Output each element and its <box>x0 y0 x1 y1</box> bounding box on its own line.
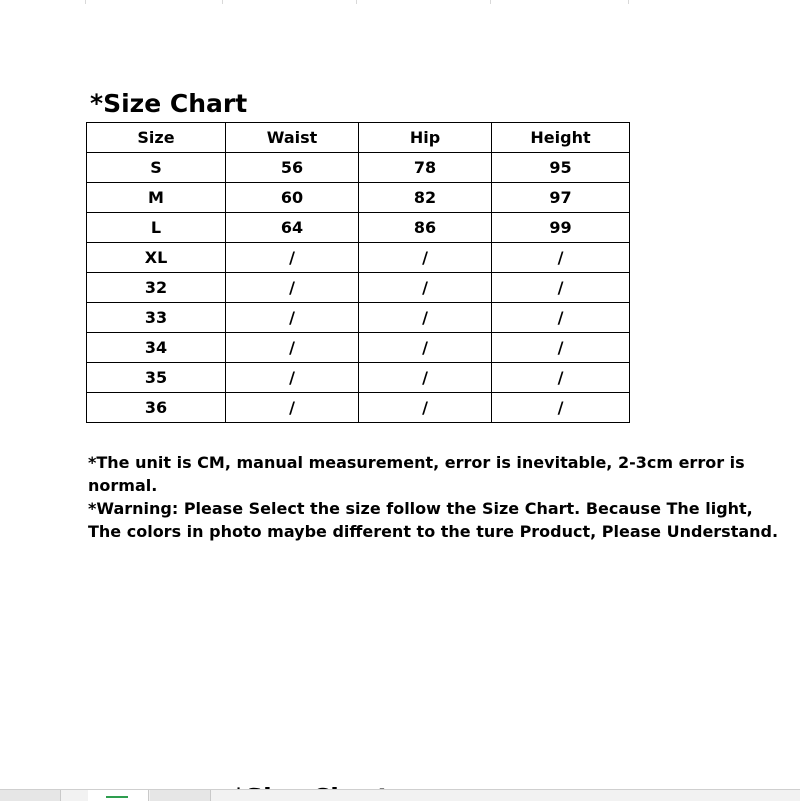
table-cell: / <box>359 243 492 273</box>
table-header-row <box>87 123 630 153</box>
table-cell: / <box>359 393 492 423</box>
table-cell: 82 <box>359 183 492 213</box>
table-row <box>87 393 630 423</box>
notes <box>88 451 788 543</box>
spreadsheet-gridlines <box>0 0 800 4</box>
table-cell: 60 <box>226 183 359 213</box>
table-cell: 34 <box>87 333 226 363</box>
table-cell: / <box>492 363 630 393</box>
table-cell: / <box>226 363 359 393</box>
table-cell: / <box>359 303 492 333</box>
table-cell: / <box>359 333 492 363</box>
header-cell: Height <box>492 123 630 153</box>
table-cell: / <box>226 333 359 363</box>
table-cell: / <box>492 333 630 363</box>
table-row <box>87 183 630 213</box>
table-cell: / <box>226 303 359 333</box>
table-row <box>87 333 630 363</box>
size-chart-title: *Size Chart <box>90 89 248 118</box>
table-cell: L <box>87 213 226 243</box>
sheet-tab[interactable] <box>150 790 211 801</box>
header-cell: Waist <box>226 123 359 153</box>
warning-note: *Warning: Please Select the size follow the Size Chart. Because The light, The colors in photo maybe different to the ture Product, Please Understand. <box>88 499 779 541</box>
table-row <box>87 243 630 273</box>
table-cell: 32 <box>87 273 226 303</box>
table-cell: 86 <box>359 213 492 243</box>
table-row <box>87 363 630 393</box>
table-cell: 64 <box>226 213 359 243</box>
table-cell: 99 <box>492 213 630 243</box>
sheet-tab-icon <box>106 796 128 798</box>
table-cell: / <box>492 273 630 303</box>
unit-note: *The unit is CM, manual measurement, error is inevitable, 2-3cm error is normal. <box>88 453 745 495</box>
table-cell: 97 <box>492 183 630 213</box>
table-cell: / <box>226 273 359 303</box>
size-table <box>86 122 630 423</box>
table-cell: 78 <box>359 153 492 183</box>
table-cell: / <box>359 273 492 303</box>
table-cell: / <box>492 243 630 273</box>
table-row <box>87 273 630 303</box>
sheet-tab[interactable] <box>0 790 61 801</box>
table-cell: S <box>87 153 226 183</box>
table-cell: 33 <box>87 303 226 333</box>
table-cell: 36 <box>87 393 226 423</box>
table-cell: / <box>359 363 492 393</box>
sheet-tab-bar <box>0 789 800 801</box>
table-cell: / <box>492 303 630 333</box>
table-cell: 56 <box>226 153 359 183</box>
table-cell: / <box>492 393 630 423</box>
table-row <box>87 153 630 183</box>
table-cell: M <box>87 183 226 213</box>
table-cell: XL <box>87 243 226 273</box>
table-cell: 95 <box>492 153 630 183</box>
table-cell: 35 <box>87 363 226 393</box>
table-row <box>87 213 630 243</box>
sheet-tab-active[interactable] <box>88 790 149 801</box>
table-cell: / <box>226 393 359 423</box>
table-row <box>87 303 630 333</box>
header-cell: Size <box>87 123 226 153</box>
table-cell: / <box>226 243 359 273</box>
header-cell: Hip <box>359 123 492 153</box>
